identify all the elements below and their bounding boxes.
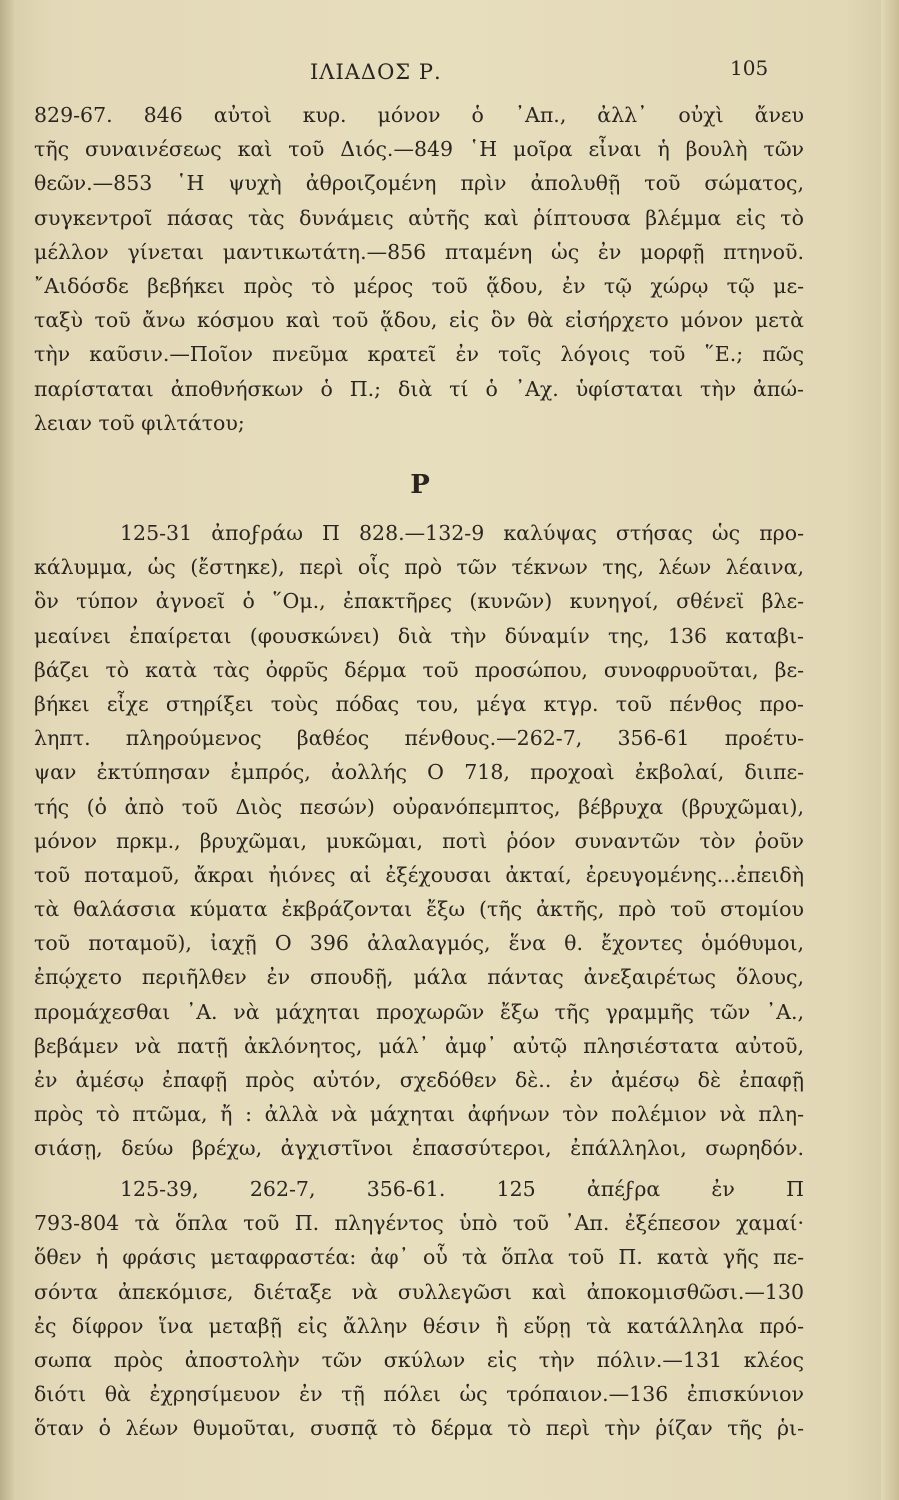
text-line: προμάχεσθαι ᾽Α. νὰ μάχηται προχωρῶν ἔξω τῆς γραμμῆς τῶν ᾽Α., bbox=[34, 999, 804, 1024]
text-line: βάζει τὸ κατὰ τὰς ὀφρῦς δέρμα τοῦ προσώπου, συνοφρυοῦται, βε- bbox=[34, 657, 804, 682]
text-line: τῆς συναινέσεως καὶ τοῦ Διός.—849 ῾Η μοῖρα εἶναι ἡ βουλὴ τῶν bbox=[34, 137, 804, 162]
text-line: τὰ θαλάσσια κύματα ἐκβράζονται ἔξω (τῆς ἀκτῆς, πρὸ τοῦ στομίου bbox=[34, 897, 804, 922]
text-line: ἐς δίφρον ἵνα μεταβῇ εἰς ἄλλην θέσιν ἢ εὕρῃ τὰ κατάλληλα πρό- bbox=[34, 1313, 804, 1338]
text-line: τὴν καῦσιν.—Ποῖον πνεῦμα κρατεῖ ἐν τοῖς λόγοις τοῦ ῞Ε.; πῶς bbox=[34, 342, 804, 367]
text-line: μεαίνει ἐπαίρεται (φουσκώνει) διὰ τὴν δύναμίν της, 136 καταβι- bbox=[34, 623, 804, 648]
page-header bbox=[0, 52, 899, 92]
text-line: πρὸς τὸ πτῶμα, ἤ : ἀλλὰ νὰ μάχηται ἀφήνων τὸν πολέμιον νὰ πλη- bbox=[34, 1102, 804, 1127]
text-line: 793-804 τὰ ὅπλα τοῦ Π. πληγέντος ὑπὸ τοῦ ᾽Απ. ἐξέπεσον χαμαί· bbox=[34, 1211, 804, 1236]
text-line: ὃν τύπον ἀγνοεῖ ὁ ῞Ομ., ἐπακτῆρες (κυνῶν) κυνηγοί, σθένεϊ βλε- bbox=[34, 589, 804, 614]
section-heading: Ρ bbox=[410, 470, 430, 500]
page-binding-shadow bbox=[0, 0, 14, 1500]
text-line: μόνον πρκμ., βρυχῶμαι, μυκῶμαι, ποτὶ ῥόον συναντῶν τὸν ῥοῦν bbox=[34, 828, 804, 853]
text-line: θεῶν.—853 ῾Η ψυχὴ ἀθροιζομένη πρὶν ἀπολυθῇ τοῦ σώματος, bbox=[34, 171, 804, 196]
text-line: συγκεντροῖ πάσας τὰς δυνάμεις αὐτῆς καὶ ῥίπτουσα βλέμμα εἰς τὸ bbox=[34, 205, 804, 230]
text-line: μέλλον γίνεται μαντικωτάτη.—856 πταμένη ὡς ἐν μορφῇ πτηνοῦ. bbox=[34, 239, 804, 264]
text-line: κάλυμμα, ὡς (ἔστηκε), περὶ οἷς πρὸ τῶν τέκνων της, λέων λέαινα, bbox=[34, 555, 804, 580]
text-line: ταξὺ τοῦ ἄνω κόσμου καὶ τοῦ ᾅδου, εἰς ὃν θὰ εἰσήρχετο μόνον μετὰ bbox=[34, 308, 804, 333]
running-title: ΙΛΙΑΔΟΣ Ρ. bbox=[310, 60, 442, 84]
text-line: ἐπῴχετο περιῆλθεν ἐν σπουδῇ, μάλα πάντας ἀνεξαιρέτως ὅλους, bbox=[34, 965, 804, 990]
page-number: 105 bbox=[730, 56, 769, 80]
commentary-block-3 bbox=[34, 1172, 804, 1446]
text-line: ὅταν ὁ λέων θυμοῦται, συσπᾷ τὸ δέρμα τὸ περὶ τὴν ῥίζαν τῆς ῥι- bbox=[34, 1416, 804, 1441]
text-line: λειαν τοῦ φιλτάτου; bbox=[34, 410, 245, 435]
text-line: διότι θὰ ἐχρησίμευον ἐν τῇ πόλει ὡς τρόπαιον.—136 ἐπισκύνιον bbox=[34, 1382, 804, 1407]
text-line: ληπτ. πληρούμενος βαθέος πένθους.—262-7, 356-61 προέτυ- bbox=[34, 726, 804, 751]
text-line: σωπα πρὸς ἀποστολὴν τῶν σκύλων εἰς τὴν πόλιν.—131 κλέος bbox=[34, 1347, 804, 1372]
text-line: βήκει εἶχε στηρίξει τοὺς πόδας του, μέγα κτγρ. τοῦ πένθος προ- bbox=[34, 691, 804, 716]
text-line: σόντα ἀπεκόμισε, διέταξε νὰ συλλεγῶσι καὶ ἀποκομισθῶσι.—130 bbox=[34, 1279, 804, 1304]
text-line: τοῦ ποταμοῦ), ἰαχῇ Ο 396 ἀλαλαγμός, ἕνα θ. ἔχοντες ὁμόθυμοι, bbox=[34, 931, 804, 956]
text-line: ψαν ἐκτύπησαν ἐμπρός, ἀολλής Ο 718, προχοαὶ ἐκβολαί, διιπε- bbox=[34, 760, 804, 785]
text-line: σιάσῃ, δεύω βρέχω, ἀγχιστῖνοι ἐπασσύτεροι, ἐπάλληλοι, σωρηδόν. bbox=[34, 1136, 804, 1161]
text-line: 829-67. 846 αὐτοὶ κυρ. μόνον ὁ ᾿Απ., ἀλλ᾽ οὐχὶ ἄνευ bbox=[34, 103, 804, 127]
commentary-block-2 bbox=[34, 516, 804, 1166]
text-line: βεβάμεν νὰ πατῇ ἀκλόνητος, μάλ᾽ ἀμφ᾽ αὐτῷ πλησιέστατα αὐτοῦ, bbox=[34, 1033, 804, 1058]
text-line: ῎Αιδόσδε βεβήκει πρὸς τὸ μέρος τοῦ ᾅδου, ἐν τῷ χώρῳ τῷ με- bbox=[34, 273, 804, 298]
text-line: τής (ὁ ἀπὸ τοῦ Διὸς πεσών) οὐρανόπεμπτος, βέβρυχα (βρυχῶμαι), bbox=[34, 794, 804, 819]
text-line: τοῦ ποταμοῦ, ἄκραι ἠιόνες αἱ ἐξέχουσαι ἀκταί, ἐρευγομένης...ἐπειδὴ bbox=[34, 862, 804, 887]
text-line: ὅθεν ἡ φράσις μεταφραστέα: ἀφ᾽ οὗ τὰ ὅπλα τοῦ Π. κατὰ γῆς πε- bbox=[34, 1245, 804, 1270]
commentary-block-1 bbox=[34, 98, 804, 440]
text-line: ἐν ἀμέσῳ ἐπαφῇ πρὸς αὐτόν, σχεδόθεν δὲ.. ἐν ἀμέσῳ δὲ ἐπαφῇ bbox=[34, 1068, 804, 1092]
text-line: 125-31 ἀποϝράω Π 828.—132-9 καλύψας στήσας ὡς προ- bbox=[120, 521, 804, 545]
text-line: παρίσταται ἀποθνήσκων ὁ Π.; διὰ τί ὁ ᾿Αχ. ὑφίσταται τὴν ἀπώ- bbox=[34, 376, 804, 401]
page-edge-shadow bbox=[881, 0, 899, 1500]
text-line: 125-39, 262-7, 356-61. 125 ἀπέϝρα ἐν Π bbox=[120, 1177, 804, 1201]
